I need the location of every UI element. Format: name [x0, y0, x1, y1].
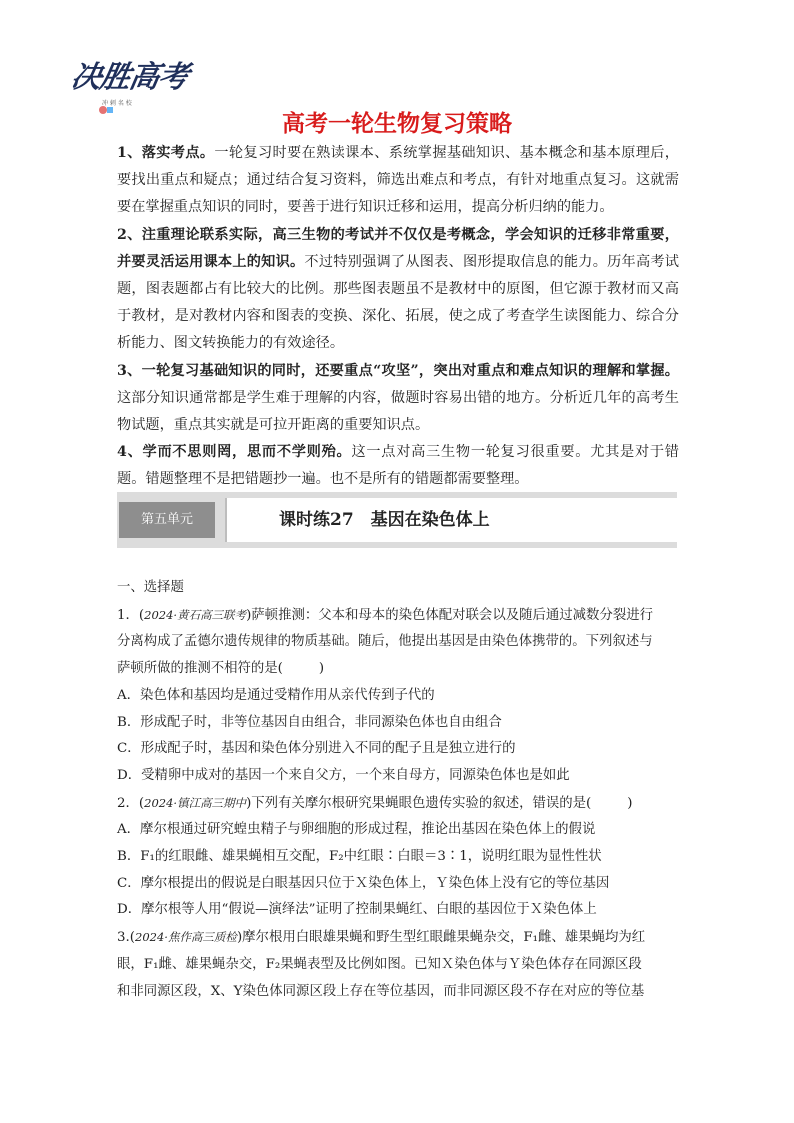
question-1-line-2: 分离构成了孟德尔遗传规律的物质基础。随后，他提出基因是由染色体携带的。下列叙述与: [117, 634, 653, 650]
question-1-option-d: D．受精卵中成对的基因一个来自父方，一个来自母方，同源染色体也是如此: [117, 767, 570, 783]
question-2-option-a: A．摩尔根通过研究蝗虫精子与卵细胞的形成过程，推论出基因在染色体上的假说: [117, 822, 596, 838]
unit-header: [117, 492, 677, 548]
strategy-text: 一轮复习时要在熟读课本、系统掌握基础知识、基本概念和基本原理后，要找出重点和疑点；通过结合复习资料，筛选出难点和考点，有针对地重点复习。这就需要在掌握重点知识的同时，要善于进行知识迁移和运用，提高分析归纳的能力。: [117, 145, 679, 216]
strategy-item-3: [117, 358, 679, 440]
strategy-lead: 1、落实考点。: [117, 145, 215, 161]
question-source: 2024·焦作高三质检: [135, 930, 237, 945]
strategy-item-2: [117, 222, 679, 358]
question-2-option-d: D．摩尔根等人用“假说—演绎法”证明了控制果蝇红、白眼的基因位于Ｘ染色体上: [117, 902, 597, 918]
question-source: 2024·镇江高三期中: [144, 795, 247, 810]
question-1-line-3: 萨顿所做的推测不相符的是( ): [117, 661, 325, 677]
question-3-line-1: 3.(2024·焦作高三质检)摩尔根用白眼雄果蝇和野生型红眼雌果蝇杂交，F₁雌、雄果蝇均为红: [117, 930, 646, 946]
strategy-text: 这一点对高三生物一轮复习很重要。尤其是对于错题。错题整理不是把错题抄一遍。也不是所有的错题都需要整理。: [117, 444, 679, 488]
question-2-stem: 2．(2024·镇江高三期中)下列有关摩尔根研究果蝇眼色遗传实验的叙述，错误的是( ): [117, 795, 633, 811]
question-2-option-c: C．摩尔根提出的假说是白眼基因只位于Ｘ染色体上，Ｙ染色体上没有它的等位基因: [117, 875, 610, 891]
unit-tab: 第五单元: [119, 502, 215, 538]
question-2-option-b: B．F₁的红眼雌、雄果蝇相互交配，F₂中红眼∶白眼＝3∶1，说明红眼为显性性状: [117, 849, 602, 865]
lesson-title: 课时练27 基因在染色体上: [279, 510, 490, 530]
page-title: 高考一轮生物复习策略: [282, 111, 512, 137]
question-source: 2024·黄石高三联考: [144, 607, 247, 622]
question-1-line-1: 1．(2024·黄石高三联考)萨顿推测：父本和母本的染色体配对联会以及随后通过减数分裂进行: [117, 607, 654, 623]
strategy-text: 不过特别强调了从图表、图形提取信息的能力。历年高考试题，图表题都占有比较大的比例。那些图表题虽不是教材中的原图，但它源于教材而又高于教材，是对教材内容和图表的变换、深化、拓展，使之成了考查学生读图能力、综合分析能力、图文转换能力的有效途径。: [117, 253, 679, 352]
question-1-option-a: A．染色体和基因均是通过受精作用从亲代传到子代的: [117, 687, 435, 703]
logo-text: 决胜高考: [68, 60, 191, 95]
question-1-option-c: C．形成配子时，基因和染色体分别进入不同的配子且是独立进行的: [117, 741, 516, 757]
strategy-lead: 2、注重理论联系实际，高三生物的考试并不仅仅是考概念，学会知识的迁移非常重要，并要灵活运用课本上的知识。: [117, 226, 679, 270]
question-3-line-2: 眼，F₁雌、雄果蝇杂交，F₂果蝇表型及比例如图。已知Ｘ染色体与Ｙ染色体存在同源区段: [117, 956, 642, 972]
strategy-item-1: [117, 140, 679, 222]
strategy-lead: 3、一轮复习基础知识的同时，还要重点“攻坚”，突出对重点和难点知识的理解和掌握。: [117, 362, 679, 379]
strategy-text: 这部分知识通常都是学生难于理解的内容，做题时容易出错的地方。分析近几年的高考生物试题，重点其实就是可拉开距离的重要知识点。: [117, 389, 679, 434]
unit-title-box: [225, 498, 679, 542]
question-3-line-3: 和非同源区段，X、Y染色体同源区段上存在等位基因，而非同源区段不存在对应的等位基: [117, 983, 645, 999]
question-1-option-b: B．形成配子时，非等位基因自由组合，非同源染色体也自由组合: [117, 714, 502, 730]
section-heading: 一、选择题: [117, 580, 184, 595]
questions-section: [117, 575, 679, 1005]
logo-subtext: 冲 刺 名 校: [102, 100, 132, 107]
strategy-item-4: [117, 439, 679, 493]
strategy-section: [117, 140, 679, 494]
strategy-lead: 4、学而不思则罔，思而不学则殆。: [117, 444, 352, 461]
